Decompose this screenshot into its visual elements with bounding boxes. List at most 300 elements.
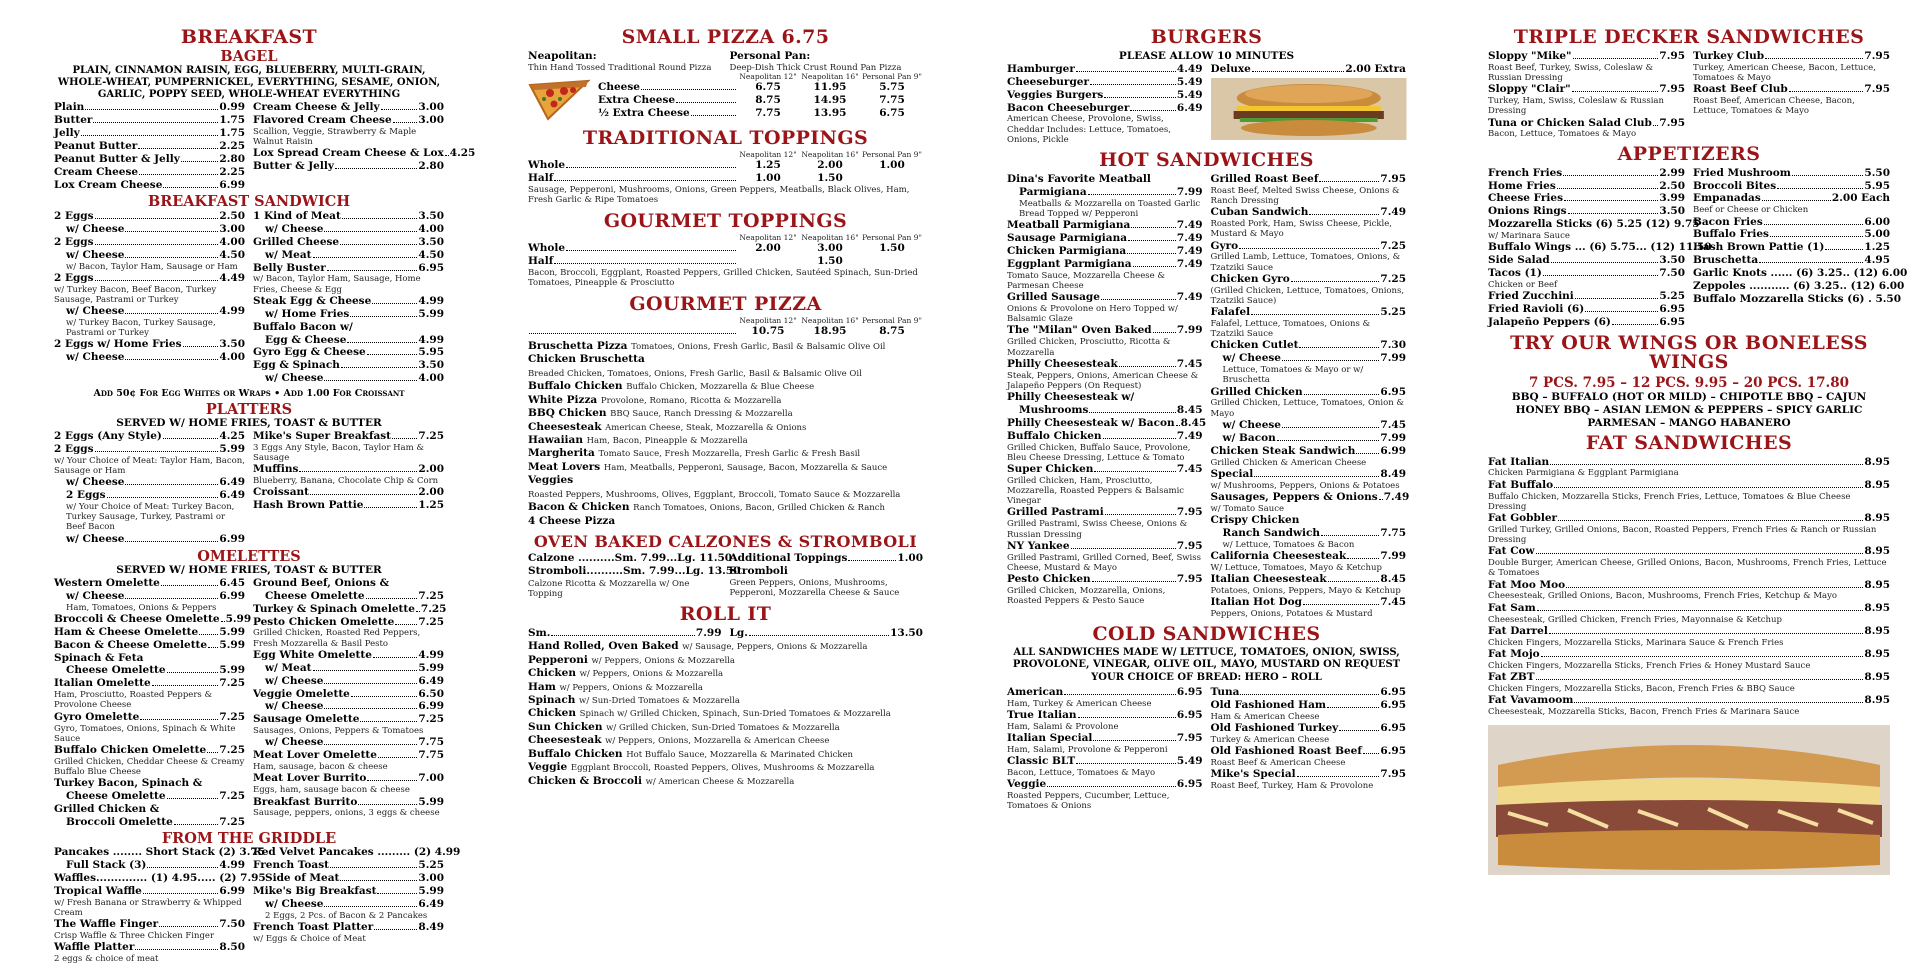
item-price: 2.00 Each	[1831, 192, 1890, 205]
menu-item-grilled-pastrami	[1007, 506, 1203, 519]
roll-it-sizes: Sm. 7.99 Lg. 13.50	[528, 627, 923, 640]
item-name: 2 Eggs	[66, 489, 106, 502]
item-description: 3 Eggs Any Style, Bacon, Taylor Ham & Sausage	[253, 442, 424, 464]
item-description: 2 eggs & choice of meat	[54, 954, 159, 965]
calzone-list: Calzone ..........Sm. 7.99...Lg. 11.50 Stromboli..........Sm. 7.99...Lg. 13.50 Calzone Ricotta & Mozzarella w/ One Topping Additional Toppings 1.00 Stromboli Green Peppers, Onions, Mushrooms, Pepperoni, Mozzarella Cheese & Sauce	[528, 552, 923, 600]
item-name: Muffins	[253, 463, 299, 476]
item-description: Roast Beef & American Cheese	[1210, 757, 1346, 768]
item-price: 6.95	[1176, 685, 1203, 698]
item-description: Eggs, ham, sausage bacon & cheese	[253, 785, 410, 796]
item-name: Croissant	[253, 486, 309, 499]
item-price: 7.25	[418, 430, 444, 443]
pizza-row-whole: Whole 2.00 3.00 1.50	[528, 241, 905, 254]
item-price: 6.95	[1659, 316, 1685, 329]
item-description: Roasted Peppers, Cucumber, Lettuce, Tomatoes & Onions	[1007, 791, 1170, 812]
item-price: 8.95	[1864, 624, 1890, 637]
item-name: Eggplant Parmigiana	[1007, 257, 1132, 270]
item-price: 7.95	[1176, 506, 1203, 519]
item-description: w/ Your Choice of Meat: Turkey Bacon, Turkey Sausage, Turkey, Pastrami or Beef Bacon	[66, 502, 235, 533]
pizza-item-buffalo-chicken: Buffalo Chicken Hot Buffalo Sauce, Mozzarella & Marinated Chicken	[528, 747, 853, 760]
pizza-item-chicken: Chicken Spinach w/ Grilled Chicken, Spinach, Sun-Dried Tomatoes & Mozzarella	[528, 707, 891, 720]
burger-photo	[1211, 78, 1407, 140]
item-name: Dina's Favorite Meatball	[1007, 172, 1151, 185]
menu-item-tacos-1	[1488, 267, 1685, 280]
item-name: Hash Brown Pattie (1)	[1693, 241, 1825, 254]
menu-item-cream-cheese-jelly	[253, 101, 444, 114]
menu-item-crispy-chicken	[1211, 514, 1407, 527]
item-price: 7.00	[418, 772, 444, 785]
menu-item-w-meat	[253, 662, 444, 675]
item-description: Ham, Turkey & American Cheese	[1007, 698, 1152, 709]
item-name: Turkey & Spinach Omelette	[253, 602, 415, 615]
item-price: 7.99	[1176, 324, 1203, 337]
item-name: Grilled Pastrami	[1007, 506, 1104, 519]
item-description: Turkey, American Cheese, Bacon, Lettuce, Tomatoes & Mayo	[1693, 62, 1876, 84]
item-name: Italian Omelette	[54, 677, 151, 690]
menu-item-2-eggs	[54, 443, 245, 456]
item-price: 2.00	[418, 486, 444, 499]
item-name: Flavored Cream Cheese	[253, 113, 392, 126]
item-description: w/ Turkey Bacon, Beef Bacon, Turkey Sausage, Pastrami or Turkey	[54, 284, 217, 305]
menu-item-chicken-parmigiana	[1007, 245, 1203, 258]
menu-item-grilled-chicken	[54, 803, 245, 816]
item-price: 7.25	[219, 790, 245, 803]
item-description: w/ Mushrooms, Peppers, Onions & Potatoes	[1210, 480, 1400, 491]
breakfast-sandwich-list	[54, 210, 444, 385]
item-description: w/ Tomato Sauce	[1210, 503, 1284, 514]
item-name: Fat Sam	[1488, 601, 1536, 614]
item-name: Tuna or Chicken Salad Club	[1488, 116, 1652, 129]
item-name: Cheese Omelette	[66, 664, 166, 677]
menu-item-tropical-waffle	[54, 885, 245, 898]
breakfast-column	[54, 26, 476, 965]
item-name: 1 Kind of Meat	[253, 209, 341, 222]
item-price: 5.99	[418, 795, 444, 808]
item-price: 5.49	[1176, 75, 1203, 88]
menu-item-ranch-sandwich	[1211, 527, 1407, 540]
menu-item-w-cheese	[54, 476, 245, 489]
item-price: 5.99	[219, 625, 245, 638]
menu-item-peanut-butter-jelly	[54, 153, 245, 166]
item-name: Grilled Roast Beef	[1210, 172, 1319, 185]
menu-item-sloppy-clair	[1488, 83, 1685, 96]
menu-item-buffalo-chicken-omelette	[54, 744, 245, 757]
menu-item-gyro	[1211, 240, 1407, 253]
item-name: 2 Eggs (Any Style)	[54, 430, 162, 443]
item-name: Fat Buffalo	[1488, 478, 1554, 491]
menu-item-eggplant-parmigiana	[1007, 258, 1203, 271]
item-name: Grilled Cheese	[253, 235, 340, 248]
item-name: Veggies Burgers	[1007, 88, 1104, 101]
pizza-item-hand-rolled-oven-baked: Hand Rolled, Oven Baked w/ Sausage, Peppers, Onions & Mozzarella	[528, 640, 868, 653]
item-name: Fried Ravioli (6)	[1488, 303, 1585, 316]
item-price: 6.99	[219, 589, 245, 602]
item-price: 1.75	[219, 113, 245, 126]
wings-flavors-2: HONEY BBQ – ASIAN LEMON & PEPPERS – SPICY GARLIC	[1515, 403, 1863, 416]
item-name: 2 Eggs	[54, 235, 94, 248]
menu-item-w-cheese	[253, 700, 444, 713]
item-name: Stromboli	[729, 564, 788, 577]
item-name: Broccoli Bites	[1693, 179, 1777, 192]
menu-item-2-eggs	[54, 489, 245, 502]
item-price: 7.49	[1176, 244, 1203, 257]
item-name: Sausages, Peppers & Onions	[1210, 490, 1378, 503]
item-description: Roast Beef, Melted Swiss Cheese, Onions & Ranch Dressing	[1210, 185, 1400, 207]
item-description: Lettuce, Tomatoes & Mayo or w/ Bruschetta	[1222, 365, 1364, 386]
item-price: 7.95	[1659, 83, 1685, 96]
item-price: 8.49	[1380, 467, 1406, 480]
menu-item-w-meat	[253, 249, 444, 262]
item-name: Grilled Chicken	[1210, 385, 1303, 398]
pizza-row-extra-cheese: ½ Extra Cheese 7.75 13.95 6.75	[598, 107, 905, 120]
item-price: 8.95	[1864, 693, 1890, 706]
item-name: w/ Cheese	[66, 532, 125, 545]
menu-item-french-fries	[1488, 167, 1685, 180]
item-name: French Toast	[253, 859, 329, 872]
item-name: Home Fries	[1488, 179, 1556, 192]
menu-item-buffalo-mozzarella-sticks-6-5-50	[1693, 293, 1902, 306]
item-price: 7.75	[1380, 526, 1406, 539]
item-price: 7.45	[1380, 418, 1406, 431]
item-description: Grilled Pastrami, Grilled Corned, Beef, Swiss Cheese, Mustard & Mayo	[1007, 552, 1201, 573]
menu-item-belly-buster	[253, 262, 444, 275]
item-name: Fat Italian	[1488, 455, 1550, 468]
item-price: 8.49	[418, 921, 444, 934]
item-name: Buffalo Mozzarella Sticks (6) . 5.50	[1693, 293, 1902, 305]
item-name: Fat Gobbler	[1488, 511, 1558, 524]
item-name: Fat Cow	[1488, 545, 1535, 558]
menu-item-chicken-gyro	[1211, 273, 1407, 286]
menu-item-empanadas	[1693, 192, 1890, 205]
item-name: w/ Cheese	[265, 897, 324, 910]
menu-item-meat-lover-omelette	[253, 749, 444, 762]
menu-item-w-cheese	[54, 590, 245, 603]
menu-item-veggies-burgers	[1007, 89, 1203, 102]
item-description: w/ Bacon, Taylor Ham, Sausage or Ham	[66, 261, 238, 272]
appetizers-title: APPETIZERS	[1617, 142, 1761, 165]
pizza-item-buffalo-chicken: Buffalo Chicken Buffalo Chicken, Mozzarella & Blue Cheese	[528, 380, 815, 393]
menu-item-butter	[54, 114, 245, 127]
item-description: Cheesesteak, Grilled Chicken, French Fries, Mayonnaise & Ketchup	[1488, 614, 1782, 625]
item-description: Steak, Peppers, Onions, American Cheese & Jalapeño Peppers (On Request)	[1007, 370, 1199, 391]
menu-item-fat-buffalo	[1488, 479, 1890, 492]
hot-sandwiches-list	[1007, 172, 1410, 620]
item-price: 7.45	[1176, 463, 1203, 476]
menu-item-western-omelette	[54, 577, 245, 590]
item-price: 8.95	[1864, 478, 1890, 491]
menu-item-steak-egg-cheese	[253, 295, 444, 308]
pizza-item-veggie: Veggie Eggplant Broccoli, Roasted Peppers, Olives, Mushrooms & Mozzarella	[528, 761, 875, 774]
gourmet-price-row: 10.75 18.95 8.75	[528, 325, 923, 338]
item-price: 3.50	[1659, 205, 1685, 218]
menu-item-flavored-cream-cheese	[253, 114, 444, 127]
item-name: Pesto Chicken Omelette	[253, 615, 395, 628]
item-description: Grilled Pastrami, Swiss Cheese, Onions & Russian Dressing	[1007, 519, 1188, 540]
item-name: Philly Cheesesteak	[1007, 357, 1118, 370]
menu-item-fat-sam	[1488, 602, 1890, 615]
item-price: 4.99	[219, 305, 245, 317]
item-name: w/ Cheese	[66, 351, 125, 364]
item-price: 4.25	[219, 430, 245, 443]
small-pizza-title: SMALL PIZZA 6.75	[621, 26, 830, 48]
gourmet-top-size-headers: Neapolitan 12" Neapolitan 16" Personal Pan 9"	[739, 232, 922, 242]
item-name: Additional Toppings	[729, 552, 848, 565]
menu-item-2-eggs	[54, 210, 245, 223]
item-name: Waffle Platter	[54, 941, 135, 954]
item-price: 3.00	[418, 872, 444, 885]
menu-item-special	[1211, 468, 1407, 481]
wings-flavors-3: PARMESAN – MANGO HABANERO	[1587, 416, 1791, 429]
item-price: 6.95	[1380, 721, 1406, 734]
item-name: Side of Meat	[265, 872, 340, 885]
menu-item-philly-cheesesteak	[1007, 358, 1203, 371]
menu-item-w-cheese	[54, 533, 245, 546]
item-price: 4.25	[449, 147, 476, 160]
item-description: Grilled Chicken, Mozzarella, Onions, Roasted Peppers & Pesto Sauce	[1007, 585, 1166, 607]
menu-item-italian-cheesesteak	[1211, 573, 1407, 586]
item-name: Cheeseburger	[1007, 75, 1090, 88]
platters-title: PLATTERS	[205, 400, 293, 418]
menu-item-roast-beef-club	[1693, 83, 1890, 96]
menu-item-gyro-egg-cheese	[253, 346, 444, 359]
item-price: 7.49	[1176, 429, 1203, 442]
gourmet-toppings-desc: Bacon, Broccoli, Eggplant, Roasted Peppers, Grilled Chicken, Sautéed Spinach, Sun-Dried Tomatoes, Pineapple & Prosciutto	[528, 268, 918, 289]
item-price: 7.25	[418, 615, 444, 628]
item-name: w/ Meat	[265, 248, 312, 261]
pizza-item-bacon-chicken: Bacon & Chicken Ranch Tomatoes, Onions, Bacon, Grilled Chicken & Ranch	[528, 501, 886, 514]
menu-item-w-cheese	[253, 675, 444, 688]
item-description: Bacon, Lettuce, Tomatoes & Mayo	[1488, 129, 1637, 140]
item-price: 8.45	[1180, 416, 1207, 429]
item-name: Butter	[54, 113, 93, 126]
item-price: 3.50	[418, 359, 444, 372]
item-name: Cream Cheese	[54, 165, 139, 178]
menu-item-philly-cheesesteak-w	[1007, 391, 1203, 404]
item-price: 7.99	[1176, 185, 1203, 198]
pizza-row-extra-cheese: Extra Cheese 8.75 14.95 7.75	[598, 94, 905, 107]
menu-item-bacon-cheeseburger	[1007, 102, 1203, 115]
item-price: 3.00	[418, 113, 444, 126]
menu-item-pesto-chicken-omelette	[253, 616, 444, 629]
cold-sandwiches-list	[1007, 686, 1406, 812]
menu-item-w-cheese	[253, 223, 444, 236]
calzone-title: OVEN BAKED CALZONES & STROMBOLI	[533, 532, 918, 552]
pizza-item-chicken-broccoli: Chicken & Broccoli w/ American Cheese & Mozzarella	[528, 774, 795, 787]
item-name: Buffalo Chicken Omelette	[54, 743, 207, 756]
menu-item-jelly	[54, 127, 245, 140]
item-price: 6.45	[219, 576, 245, 589]
menu-item-italian-omelette	[54, 677, 245, 690]
trad-size-headers: Neapolitan 12" Neapolitan 16" Personal Pan 9"	[739, 149, 922, 159]
menu-item-falafel	[1211, 306, 1407, 319]
personal-pan-desc: Deep-Dish Thick Crust Round Pan Pizza	[729, 62, 902, 73]
item-name: Hash Brown Pattie	[253, 499, 364, 512]
menu-item-2-eggs-w-home-fries	[54, 338, 245, 351]
item-name: w/ Cheese	[66, 305, 125, 317]
item-name: Plain	[54, 101, 85, 114]
item-name: NY Yankee	[1007, 539, 1070, 552]
menu-item-hamburger	[1007, 63, 1203, 76]
cold-note: ALL SANDWICHES MADE W/ LETTUCE, TOMATOES, ONION, SWISS, PROVOLONE, VINEGAR, OLIVE OIL, MAYO, MUSTARD ON REQUEST YOUR CHOICE OF BREAD: HERO – ROLL	[1012, 647, 1401, 683]
item-price: 6.95	[1380, 744, 1406, 757]
menu-item-cream-cheese	[54, 166, 245, 179]
item-price: 6.95	[1380, 685, 1406, 698]
menu-item-italian-special	[1007, 732, 1203, 745]
item-name: Gyro Egg & Cheese	[253, 346, 366, 359]
menu-item-stromboli	[730, 565, 924, 578]
menu-item-cheeseburger	[1007, 76, 1203, 89]
hot-sandwiches-title: HOT SANDWICHES	[1099, 148, 1314, 171]
item-price: 7.25	[1380, 272, 1406, 285]
item-name: Hamburger	[1007, 62, 1075, 75]
item-description: Grilled Chicken, Prosciutto, Ricotta & Mozzarella	[1007, 337, 1171, 358]
item-description: Ham & American Cheese	[1210, 711, 1320, 722]
griddle-title: FROM THE GRIDDLE	[161, 829, 337, 847]
item-name: Egg & Spinach	[253, 359, 340, 372]
item-description: Grilled Lamb, Lettuce, Tomatoes, Onions, & Tzatziki Sauce	[1210, 252, 1401, 273]
cheesesteak-photo	[1488, 725, 1890, 875]
item-price: 7.45	[1176, 357, 1203, 370]
menu-item-sausage-omelette	[253, 713, 444, 726]
item-name: Falafel	[1210, 306, 1251, 319]
item-description: Grilled Chicken, Buffalo Sauce, Provolone, Bleu Cheese Dressing, Lettuce & Tomato	[1007, 442, 1191, 463]
item-price: 5.99	[219, 638, 245, 651]
item-name: Gyro	[1210, 239, 1239, 252]
menu-item-red-velvet-pancakes-2-4-99	[253, 846, 461, 859]
menu-item-broccoli-bites	[1693, 180, 1890, 193]
item-name: Philly Cheesesteak w/ Bacon	[1007, 416, 1175, 429]
menu-item-2-eggs-any-style	[54, 430, 245, 443]
item-price: 8.95	[1864, 601, 1890, 614]
item-description: Bacon, Lettuce, Tomatoes & Mayo	[1007, 767, 1156, 778]
item-name: Lox Spread Cream Cheese & Lox	[253, 147, 444, 160]
menu-item-tuna-or-chicken-salad-club	[1488, 117, 1685, 130]
pizza-item-chicken-bruschetta: Chicken Bruschetta	[528, 353, 645, 366]
item-price: 5.00	[1864, 228, 1890, 241]
item-name: Mike's Big Breakfast	[253, 885, 377, 898]
menu-item-w-cheese	[1211, 352, 1407, 365]
menu-item-mike-s-special	[1211, 768, 1407, 781]
menu-item-fried-mushroom	[1693, 167, 1890, 180]
menu-item-lox-spread-cream-cheese-lox	[253, 147, 476, 160]
item-name: Cheese Omelette	[265, 589, 365, 602]
item-price: 7.50	[1659, 267, 1685, 280]
bagel-title: BAGEL	[220, 48, 278, 65]
item-name: w/ Cheese	[66, 476, 125, 489]
item-price: 3.00	[219, 222, 245, 235]
item-price: 4.49	[219, 271, 245, 284]
item-price: 7.25	[420, 602, 447, 615]
item-description: Turkey, Ham, Swiss, Coleslaw & Russian Dressing	[1488, 96, 1664, 117]
roll-it-title: ROLL IT	[679, 603, 772, 626]
item-name: w/ Cheese	[265, 700, 324, 713]
item-price: 5.95	[1864, 179, 1890, 192]
item-name: w/ Cheese	[1222, 418, 1281, 431]
item-description: w/ Bacon, Taylor Ham, Sausage, Home Fries, Cheese & Egg	[253, 274, 421, 295]
item-price: 4.00	[219, 351, 245, 364]
menu-item-butter-jelly	[253, 160, 444, 173]
pizza-item-roasted-peppers-mushrooms-olives-eggplant-broccoli-tomato-sauce-mozzarella: Roasted Peppers, Mushrooms, Olives, Eggplant, Broccoli, Tomato Sauce & Mozzarella	[528, 489, 901, 500]
menu-item-fat-italian	[1488, 456, 1890, 469]
item-name: Tuna	[1210, 685, 1240, 698]
item-price: 4.95	[1864, 254, 1890, 267]
menu-item-italian-hot-dog	[1211, 596, 1407, 609]
pizza-row-whole: Whole 1.25 2.00 1.00	[528, 159, 905, 172]
item-name: Fat Vavamoom	[1488, 693, 1574, 706]
menu-item-meat-lover-burrito	[253, 772, 444, 785]
item-price: 6.50	[418, 687, 444, 700]
item-price: 5.99	[418, 307, 444, 320]
menu-item-cheese-omelette	[54, 790, 245, 803]
item-description: Cheesesteak, Grilled Onions, Bacon, Mushrooms, French Fries, Ketchup & Mayo	[1488, 591, 1838, 602]
item-price: 7.49	[1176, 291, 1203, 304]
menu-item-mike-s-super-breakfast	[253, 430, 444, 443]
menu-item-w-cheese	[54, 305, 245, 318]
cold-sandwiches-title: COLD SANDWICHES	[1092, 623, 1321, 646]
item-description: w/ Your Choice of Meat: Taylor Ham, Bacon, Sausage or Ham	[54, 455, 245, 477]
item-price: 5.95	[418, 346, 444, 359]
item-price: 6.49	[219, 476, 245, 489]
item-name: Bruschetta	[1693, 254, 1759, 267]
item-name: 2 Eggs	[54, 209, 94, 222]
item-price: 7.75	[418, 736, 444, 749]
menu-item-fried-ravioli-6	[1488, 303, 1685, 316]
sandwich-column	[1007, 26, 1410, 812]
item-name: Mike's Super Breakfast	[253, 430, 392, 443]
burgers-title: BURGERS	[1150, 26, 1263, 48]
item-description: Grilled Chicken, Lettuce, Tomatoes, Onion & Mayo	[1210, 398, 1404, 419]
menu-item-fat-gobbler	[1488, 512, 1890, 525]
item-price: 4.99	[219, 859, 245, 872]
item-price: 2.80	[219, 152, 245, 165]
menu-item-fat-darrel	[1488, 625, 1890, 638]
item-name: Egg White Omelette	[253, 648, 372, 661]
menu-item-spinach-feta	[54, 652, 245, 665]
pizza-item-margherita: Margherita Tomato Sauce, Fresh Mozzarella, Fresh Garlic & Fresh Basil	[528, 447, 861, 460]
item-description: Ham, Salami & Provolone	[1007, 721, 1119, 732]
menu-item-cheese-omelette	[54, 664, 245, 677]
item-price: 7.25	[219, 815, 245, 828]
item-name: Sloppy "Clair"	[1488, 83, 1571, 96]
item-description: Ham, sausage, bacon & cheese	[253, 762, 388, 773]
item-description: Scallion, Veggie, Strawberry & Maple Walnut Raisin	[253, 126, 417, 148]
item-name: Fat Darrel	[1488, 624, 1548, 637]
item-price: 7.49	[1383, 490, 1410, 503]
menu-item-buffalo-fries	[1693, 228, 1890, 241]
item-price: 6.99	[1380, 444, 1406, 457]
menu-item-super-chicken	[1007, 463, 1203, 476]
menu-item-buffalo-wings-6-5-75-12-11-50	[1488, 241, 1712, 254]
pizza-item-ham: Ham w/ Peppers, Onions & Mozzarella	[528, 680, 703, 693]
wings-prices: 7 PCS. 7.95 – 12 PCS. 9.95 – 20 PCS. 17.80	[1528, 375, 1850, 391]
menu-item-1-kind-of-meat	[253, 210, 444, 223]
menu-item-chicken-cutlet	[1211, 339, 1407, 352]
menu-item-fat-mojo	[1488, 648, 1890, 661]
menu-item-parmigiana	[1007, 186, 1203, 199]
item-description: 2 Eggs, 2 Pcs. of Bacon & 2 Pancakes	[265, 910, 428, 921]
menu-item-fat-cow	[1488, 545, 1890, 558]
item-price: 2.50	[219, 209, 245, 222]
item-name: Sausage Omelette	[253, 713, 360, 726]
item-price: 7.99	[1380, 549, 1406, 562]
item-name: w/ Meat	[265, 661, 312, 674]
item-description: Ham, Prosciutto, Roasted Peppers & Provolone Cheese	[54, 690, 213, 711]
item-name: American	[1007, 685, 1064, 698]
menu-item-old-fashioned-turkey	[1211, 722, 1407, 735]
item-name: w/ Cheese	[66, 589, 125, 602]
item-name: Philly Cheesesteak w/	[1007, 391, 1135, 404]
menu-item-the-waffle-finger	[54, 918, 245, 931]
